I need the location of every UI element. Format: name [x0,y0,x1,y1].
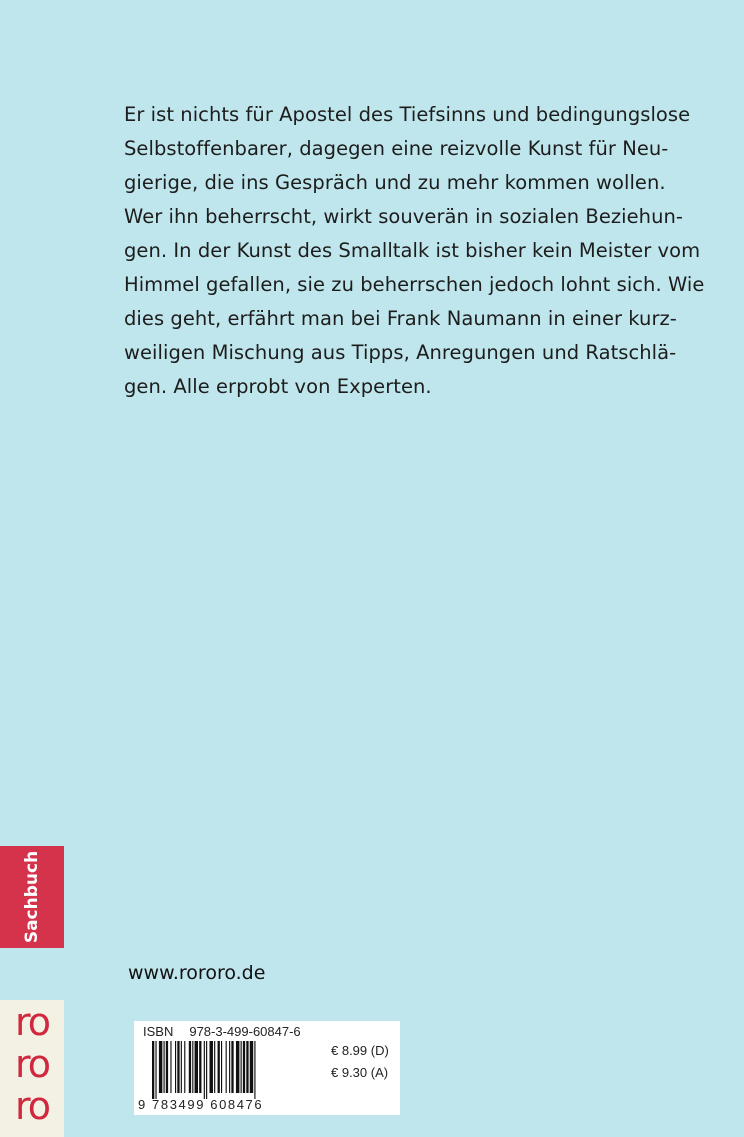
barcode-bar [206,1041,207,1099]
barcode-bar [164,1041,165,1093]
barcode-bar [231,1041,233,1093]
barcode-bar [152,1041,154,1099]
barcode-bars [152,1041,324,1099]
blurb-line: Himmel gefallen, sie zu beherrschen jedoch lohnt sich. Wie [124,273,705,296]
barcode-bar [241,1041,242,1093]
barcode-bar [246,1041,248,1093]
category-label-text: Sachbuch [22,850,42,944]
category-label [0,846,64,948]
blurb-line: gen. In der Kunst des Smalltalk ist bisher kein Meister vom [124,239,701,262]
blurb-line: Selbstoffenbarer, dagegen eine reizvolle Kunst für Neu- [124,137,669,160]
barcode-bar [250,1041,253,1093]
barcode-bar [214,1041,215,1093]
barcode-bar [236,1041,239,1093]
isbn-line [143,1024,301,1039]
isbn-label: ISBN [143,1024,174,1039]
blurb-line: weiligen Mischung aus Tipps, Anregungen und Ratschlä- [124,341,677,364]
barcode-bar [243,1041,245,1093]
barcode-bar [210,1041,213,1093]
barcode-bar [189,1041,191,1093]
barcode-bar [192,1041,193,1093]
rororo-logo [0,1000,64,1137]
barcode-bar [155,1041,156,1099]
barcode-bar [181,1041,182,1093]
website-url: www.rororo.de [128,962,266,984]
barcode-bar [226,1041,227,1093]
barcode-bar [221,1041,222,1093]
barcode-bar [177,1041,179,1093]
blurb-line: dies geht, erfährt man bei Frank Naumann in einer kurz- [124,307,677,330]
barcode-panel [134,1021,400,1115]
blurb-line: Wer ihn beherrscht, wirkt souverän in sozialen Beziehun- [124,205,683,228]
blurb-line: gen. Alle erprobt von Experten. [124,375,432,398]
price-germany: € 8.99 (D) [331,1043,389,1058]
logo-row: ro [14,1084,50,1128]
barcode-bar [229,1041,230,1093]
logo-row: ro [14,1042,50,1086]
blurb-line: gierige, die ins Gespräch und zu mehr kommen wollen. [124,171,666,194]
barcode-digits: 9 783499 608476 [138,1097,264,1112]
barcode-bar [204,1041,205,1099]
barcode-bar [254,1041,255,1099]
barcode-bar [159,1041,162,1093]
barcode-bar [218,1041,220,1093]
barcode-bar [170,1041,171,1093]
barcode-bar [166,1041,168,1093]
isbn-number: 978-3-499-60847-6 [189,1024,301,1039]
barcode-bar [184,1041,185,1093]
logo-row: ro [14,1000,50,1044]
barcode-bar [175,1041,176,1093]
price-austria: € 9.30 (A) [331,1065,389,1080]
blurb-line: Er ist nichts für Apostel des Tiefsinns und bedingungslose [124,103,691,126]
barcode-bar [195,1041,198,1093]
barcode-bar [199,1041,201,1093]
